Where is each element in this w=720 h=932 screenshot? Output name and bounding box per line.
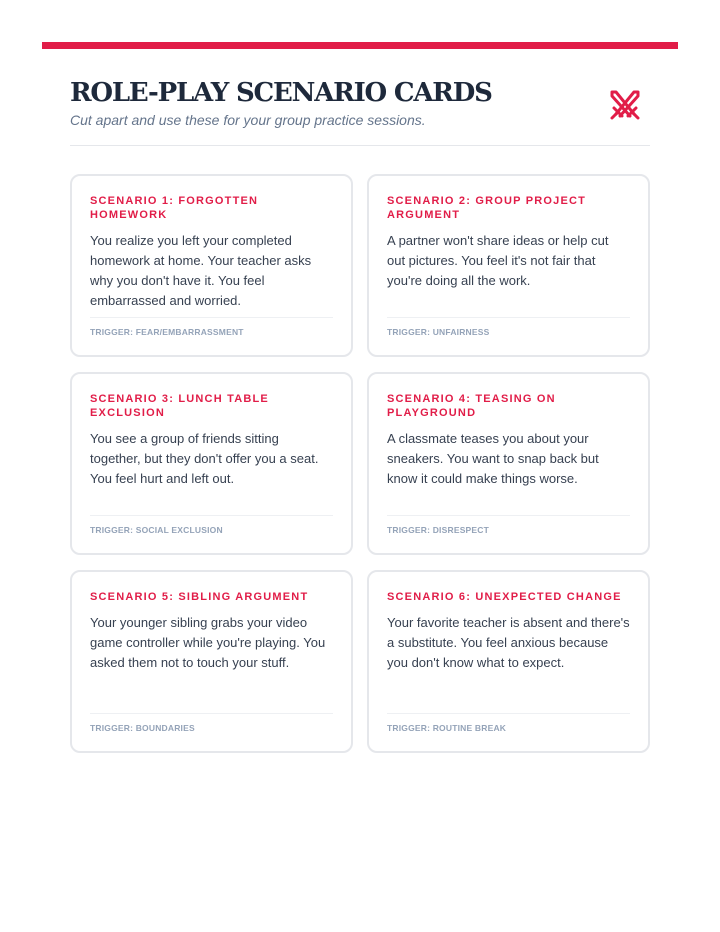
card-trigger: TRIGGER: BOUNDARIES	[90, 713, 333, 733]
page-title: ROLE-PLAY SCENARIO CARDS	[70, 78, 492, 108]
card-title: SCENARIO 4: TEASING ON PLAYGROUND	[387, 393, 556, 419]
scenario-card-grid	[70, 174, 650, 753]
card-trigger: TRIGGER: DISRESPECT	[387, 515, 630, 535]
card-title: SCENARIO 1: FORGOTTEN HOMEWORK	[90, 195, 259, 221]
card-body: Your younger sibling grabs your video game controller while you're playing. You asked them not to touch your stuff.	[90, 615, 326, 670]
card-body: You realize you left your completed homework at home. Your teacher asks why you don't have it. You feel embarrassed and worried.	[90, 233, 312, 308]
card-body: A partner won't share ideas or help cut out pictures. You feel it's not fair that you're doing all the work.	[387, 233, 609, 288]
page-subtitle: Cut apart and use these for your group practice sessions.	[70, 112, 426, 128]
card-title: SCENARIO 2: GROUP PROJECT ARGUMENT	[387, 195, 587, 221]
page-header	[70, 78, 650, 146]
card-title: SCENARIO 5: SIBLING ARGUMENT	[90, 591, 309, 603]
card-trigger: TRIGGER: ROUTINE BREAK	[387, 713, 630, 733]
scenario-card	[367, 174, 650, 357]
card-title: SCENARIO 6: UNEXPECTED CHANGE	[387, 591, 622, 603]
scenario-card	[367, 372, 650, 555]
top-accent-bar	[42, 42, 678, 49]
card-trigger: TRIGGER: FEAR/EMBARRASSMENT	[90, 317, 333, 337]
scenario-card	[367, 570, 650, 753]
card-body: A classmate teases you about your sneakers. You want to snap back but know it could make things worse.	[387, 431, 599, 486]
card-trigger: TRIGGER: UNFAIRNESS	[387, 317, 630, 337]
card-trigger: TRIGGER: SOCIAL EXCLUSION	[90, 515, 333, 535]
crossed-swords-icon	[608, 88, 642, 122]
scenario-card	[70, 372, 353, 555]
scenario-card	[70, 174, 353, 357]
scenario-card	[70, 570, 353, 753]
card-title: SCENARIO 3: LUNCH TABLE EXCLUSION	[90, 393, 269, 419]
card-body: You see a group of friends sitting together, but they don't offer you a seat. You feel hurt and left out.	[90, 431, 319, 486]
card-body: Your favorite teacher is absent and there's a substitute. You feel anxious because you don't know what to expect.	[387, 615, 630, 670]
